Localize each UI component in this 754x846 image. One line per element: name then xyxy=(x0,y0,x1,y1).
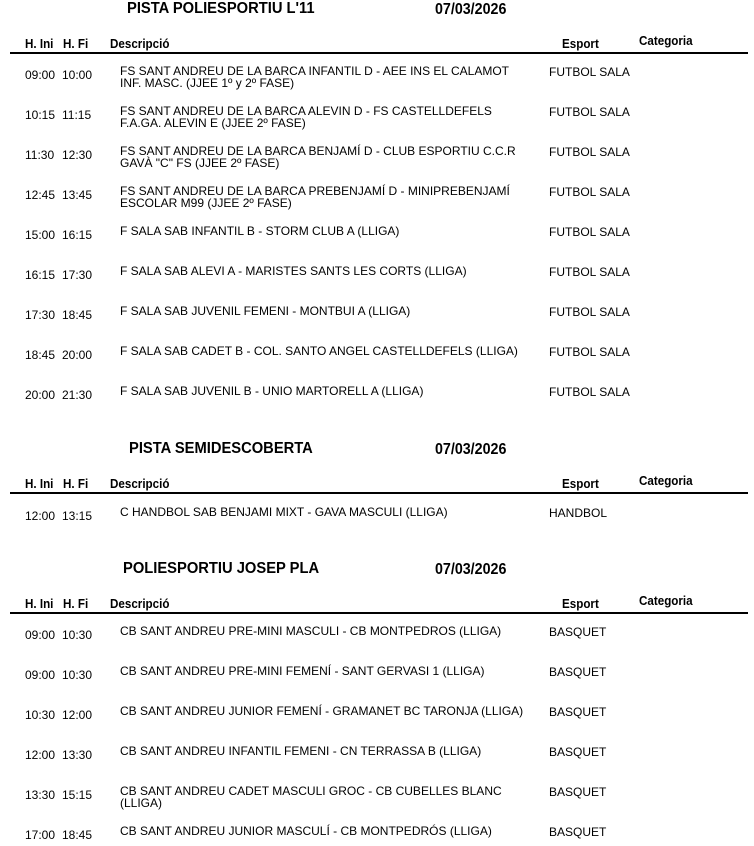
header-description: Descripció xyxy=(110,477,170,491)
venue-date: 07/03/2026 xyxy=(435,1,507,18)
sport: FUTBOL SALA xyxy=(549,225,630,239)
sport: FUTBOL SALA xyxy=(549,305,630,319)
start-time: 12:00 xyxy=(25,509,56,523)
end-time: 17:30 xyxy=(62,268,93,282)
venue-date: 07/03/2026 xyxy=(435,561,507,578)
match-description: F SALA SAB JUVENIL FEMENI - MONTBUI A (LLIGA) xyxy=(120,304,411,318)
header-sport: Esport xyxy=(562,37,599,51)
end-time: 18:45 xyxy=(62,308,93,322)
venue-title: POLIESPORTIU JOSEP PLA xyxy=(123,560,320,577)
match-description: CB SANT ANDREU INFANTIL FEMENI - CN TERRASSA B (LLIGA) xyxy=(120,744,482,758)
sport: FUTBOL SALA xyxy=(549,385,630,399)
header-start-time: H. Ini xyxy=(25,37,54,51)
header-end-time: H. Fi xyxy=(63,37,89,51)
header-category: Categoria xyxy=(639,34,693,48)
start-time: 12:45 xyxy=(25,188,56,202)
match-description: FS SANT ANDREU DE LA BARCA PREBENJAMÍ D - MINIPREBENJAMÍ ESCOLAR M99 (JJEE 2º FASE) xyxy=(120,184,510,210)
match-description: CB SANT ANDREU JUNIOR MASCULÍ - CB MONTPEDRÓS (LLIGA) xyxy=(120,824,492,838)
match-description: CB SANT ANDREU PRE-MINI MASCULI - CB MONTPEDROS (LLIGA) xyxy=(120,624,502,638)
sport: BASQUET xyxy=(549,825,607,839)
end-time: 11:15 xyxy=(62,108,92,122)
sport: FUTBOL SALA xyxy=(549,105,630,119)
start-time: 09:00 xyxy=(25,668,56,682)
header-description: Descripció xyxy=(110,37,170,51)
header-sport: Esport xyxy=(562,597,599,611)
header-end-time: H. Fi xyxy=(63,597,89,611)
start-time: 09:00 xyxy=(25,628,56,642)
match-description: CB SANT ANDREU JUNIOR FEMENÍ - GRAMANET BC TARONJA (LLIGA) xyxy=(120,704,524,718)
end-time: 20:00 xyxy=(62,348,93,362)
end-time: 12:00 xyxy=(62,708,93,722)
end-time: 15:15 xyxy=(62,788,93,802)
header-rule xyxy=(10,612,748,614)
match-description: FS SANT ANDREU DE LA BARCA ALEVIN D - FS CASTELLDEFELS F.A.GA. ALEVIN E (JJEE 2º FASE) xyxy=(120,104,492,130)
venue-title: PISTA SEMIDESCOBERTA xyxy=(129,440,313,457)
sport: HANDBOL xyxy=(549,506,608,520)
header-start-time: H. Ini xyxy=(25,477,54,491)
start-time: 16:15 xyxy=(25,268,56,282)
match-description: F SALA SAB CADET B - COL. SANTO ANGEL CASTELLDEFELS (LLIGA) xyxy=(120,344,518,358)
header-category: Categoria xyxy=(639,594,693,608)
start-time: 09:00 xyxy=(25,68,56,82)
end-time: 13:45 xyxy=(62,188,93,202)
start-time: 17:00 xyxy=(25,828,56,842)
venue-title: PISTA POLIESPORTIU L'11 xyxy=(127,0,315,17)
sport: FUTBOL SALA xyxy=(549,185,630,199)
sport: FUTBOL SALA xyxy=(549,265,630,279)
start-time: 10:15 xyxy=(25,108,56,122)
match-description: F SALA SAB ALEVI A - MARISTES SANTS LES CORTS (LLIGA) xyxy=(120,264,467,278)
end-time: 10:30 xyxy=(62,628,93,642)
sport: BASQUET xyxy=(549,745,607,759)
header-category: Categoria xyxy=(639,474,693,488)
match-description: F SALA SAB JUVENIL B - UNIO MARTORELL A (LLIGA) xyxy=(120,384,424,398)
start-time: 10:30 xyxy=(25,708,56,722)
start-time: 17:30 xyxy=(25,308,56,322)
sport: BASQUET xyxy=(549,625,607,639)
end-time: 10:00 xyxy=(62,68,93,82)
start-time: 13:30 xyxy=(25,788,56,802)
venue-date: 07/03/2026 xyxy=(435,441,507,458)
start-time: 12:00 xyxy=(25,748,56,762)
match-description: CB SANT ANDREU PRE-MINI FEMENÍ - SANT GERVASI 1 (LLIGA) xyxy=(120,664,485,678)
header-description: Descripció xyxy=(110,597,170,611)
end-time: 16:15 xyxy=(62,228,93,242)
match-description: FS SANT ANDREU DE LA BARCA BENJAMÍ D - CLUB ESPORTIU C.C.R GAVÀ "C" FS (JJEE 2º FASE) xyxy=(120,144,516,170)
sport: BASQUET xyxy=(549,785,607,799)
start-time: 18:45 xyxy=(25,348,56,362)
sport: BASQUET xyxy=(549,665,607,679)
end-time: 18:45 xyxy=(62,828,93,842)
sport: FUTBOL SALA xyxy=(549,345,630,359)
header-start-time: H. Ini xyxy=(25,597,54,611)
match-description: CB SANT ANDREU CADET MASCULI GROC - CB CUBELLES BLANC (LLIGA) xyxy=(120,784,502,810)
start-time: 20:00 xyxy=(25,388,56,402)
end-time: 12:30 xyxy=(62,148,93,162)
start-time: 15:00 xyxy=(25,228,56,242)
sport: FUTBOL SALA xyxy=(549,145,630,159)
match-description: F SALA SAB INFANTIL B - STORM CLUB A (LLIGA) xyxy=(120,224,400,238)
end-time: 13:15 xyxy=(62,509,93,523)
end-time: 13:30 xyxy=(62,748,93,762)
start-time: 11:30 xyxy=(25,148,55,162)
end-time: 10:30 xyxy=(62,668,93,682)
sport: FUTBOL SALA xyxy=(549,65,630,79)
header-sport: Esport xyxy=(562,477,599,491)
end-time: 21:30 xyxy=(62,388,93,402)
match-description: C HANDBOL SAB BENJAMI MIXT - GAVA MASCULI (LLIGA) xyxy=(120,505,448,519)
header-end-time: H. Fi xyxy=(63,477,89,491)
header-rule xyxy=(10,492,748,494)
sport: BASQUET xyxy=(549,705,607,719)
header-rule xyxy=(10,52,748,54)
match-description: FS SANT ANDREU DE LA BARCA INFANTIL D - AEE INS EL CALAMOT INF. MASC. (JJEE 1º y 2º FASE) xyxy=(120,64,509,90)
